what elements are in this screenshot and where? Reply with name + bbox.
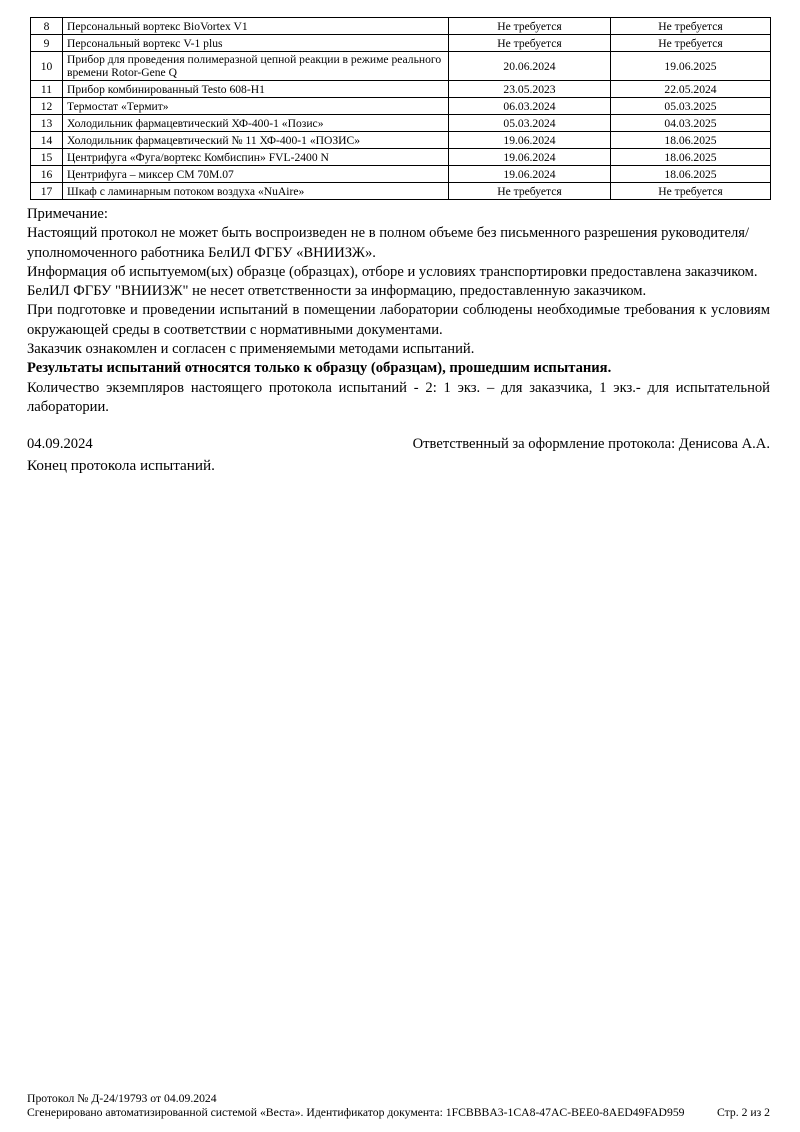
notes-title: Примечание: bbox=[27, 206, 108, 222]
valid-until-date: 19.06.2025 bbox=[611, 52, 771, 81]
equipment-name: Шкаф с ламинарным потоком воздуха «NuAire» bbox=[63, 183, 449, 200]
page-footer bbox=[27, 1092, 770, 1120]
row-number: 10 bbox=[31, 52, 63, 81]
note-paragraph-results: Результаты испытаний относятся только к образцу (образцам), прошедшим испытания. bbox=[27, 360, 612, 377]
footer-generated-by: Сгенерировано автоматизированной системой «Веста». Идентификатор документа: 1FCBBBA3-1CA8-47AC-BEE0-8AED49FAD959 bbox=[27, 1106, 685, 1120]
note-paragraph: Заказчик ознакомлен и согласен с применяемыми методами испытаний. bbox=[27, 341, 475, 358]
equipment-name: Прибор для проведения полимеразной цепной реакции в режиме реального времени Rotor-Gene Q bbox=[63, 52, 449, 81]
table-row bbox=[31, 132, 771, 149]
note-paragraph: БелИЛ ФГБУ "ВНИИЗЖ" не несет ответственности за информацию, предоставленную заказчиком. bbox=[27, 283, 647, 300]
calibration-date: 20.06.2024 bbox=[449, 52, 611, 81]
note-paragraph: Информация об испытуемом(ых) образце (образцах), отборе и условиях транспортировки предоставлена заказчиком. bbox=[27, 263, 758, 280]
table-row bbox=[31, 18, 771, 35]
row-number: 14 bbox=[31, 132, 63, 149]
row-number: 11 bbox=[31, 81, 63, 98]
row-number: 15 bbox=[31, 149, 63, 166]
equipment-name: Холодильник фармацевтический № 11 ХФ-400-1 «ПОЗИС» bbox=[63, 132, 449, 149]
table-row bbox=[31, 81, 771, 98]
row-number: 13 bbox=[31, 115, 63, 132]
signature-row bbox=[27, 435, 770, 454]
calibration-date: 06.03.2024 bbox=[449, 98, 611, 115]
equipment-name: Прибор комбинированный Testo 608-H1 bbox=[63, 81, 449, 98]
table-row bbox=[31, 52, 771, 81]
note-paragraph: Настоящий протокол не может быть воспроизведен не в полном объеме без письменного разрешения руководителя/уполномоченного работника БелИЛ ФГБУ «ВНИИЗЖ». bbox=[27, 225, 750, 261]
valid-until-date: Не требуется bbox=[611, 18, 771, 35]
row-number: 16 bbox=[31, 166, 63, 183]
valid-until-date: 18.06.2025 bbox=[611, 132, 771, 149]
table-row bbox=[31, 35, 771, 52]
valid-until-date: 22.05.2024 bbox=[611, 81, 771, 98]
notes-section bbox=[27, 205, 770, 417]
row-number: 17 bbox=[31, 183, 63, 200]
calibration-date: 19.06.2024 bbox=[449, 149, 611, 166]
protocol-date: 04.09.2024 bbox=[27, 436, 93, 453]
table-row bbox=[31, 149, 771, 166]
row-number: 8 bbox=[31, 18, 63, 35]
note-paragraph: При подготовке и проведении испытаний в помещении лаборатории соблюдены необходимые требования к условиям окружающей среды в соответствии с нормативными документами. bbox=[27, 302, 770, 338]
calibration-date: Не требуется bbox=[449, 18, 611, 35]
table-row bbox=[31, 183, 771, 200]
equipment-name: Персональный вортекс V-1 plus bbox=[63, 35, 449, 52]
calibration-date: 19.06.2024 bbox=[449, 132, 611, 149]
equipment-name: Центрифуга «Фуга/вортекс Комбиспин» FVL-2400 N bbox=[63, 149, 449, 166]
footer-page-number: Стр. 2 из 2 bbox=[717, 1106, 770, 1120]
calibration-date: Не требуется bbox=[449, 183, 611, 200]
valid-until-date: 04.03.2025 bbox=[611, 115, 771, 132]
table-row bbox=[31, 98, 771, 115]
table-row bbox=[31, 115, 771, 132]
valid-until-date: 18.06.2025 bbox=[611, 149, 771, 166]
row-number: 9 bbox=[31, 35, 63, 52]
calibration-date: Не требуется bbox=[449, 35, 611, 52]
valid-until-date: Не требуется bbox=[611, 35, 771, 52]
row-number: 12 bbox=[31, 98, 63, 115]
equipment-name: Холодильник фармацевтический ХФ-400-1 «Позис» bbox=[63, 115, 449, 132]
footer-protocol-number: Протокол № Д-24/19793 от 04.09.2024 bbox=[27, 1092, 217, 1106]
valid-until-date: 05.03.2025 bbox=[611, 98, 771, 115]
note-paragraph: Количество экземпляров настоящего протокола испытаний - 2: 1 экз. – для заказчика, 1 экз.- для испытательной лаборатории. bbox=[27, 379, 770, 415]
table-row bbox=[31, 166, 771, 183]
equipment-table bbox=[30, 17, 771, 200]
valid-until-date: 18.06.2025 bbox=[611, 166, 771, 183]
calibration-date: 23.05.2023 bbox=[449, 81, 611, 98]
equipment-name: Термостат «Термит» bbox=[63, 98, 449, 115]
calibration-date: 19.06.2024 bbox=[449, 166, 611, 183]
equipment-name: Центрифуга – миксер СМ 70М.07 bbox=[63, 166, 449, 183]
end-of-protocol: Конец протокола испытаний. bbox=[27, 456, 215, 474]
valid-until-date: Не требуется bbox=[611, 183, 771, 200]
responsible-person: Ответственный за оформление протокола: Денисова А.А. bbox=[412, 436, 770, 453]
calibration-date: 05.03.2024 bbox=[449, 115, 611, 132]
equipment-name: Персональный вортекс BioVortex V1 bbox=[63, 18, 449, 35]
